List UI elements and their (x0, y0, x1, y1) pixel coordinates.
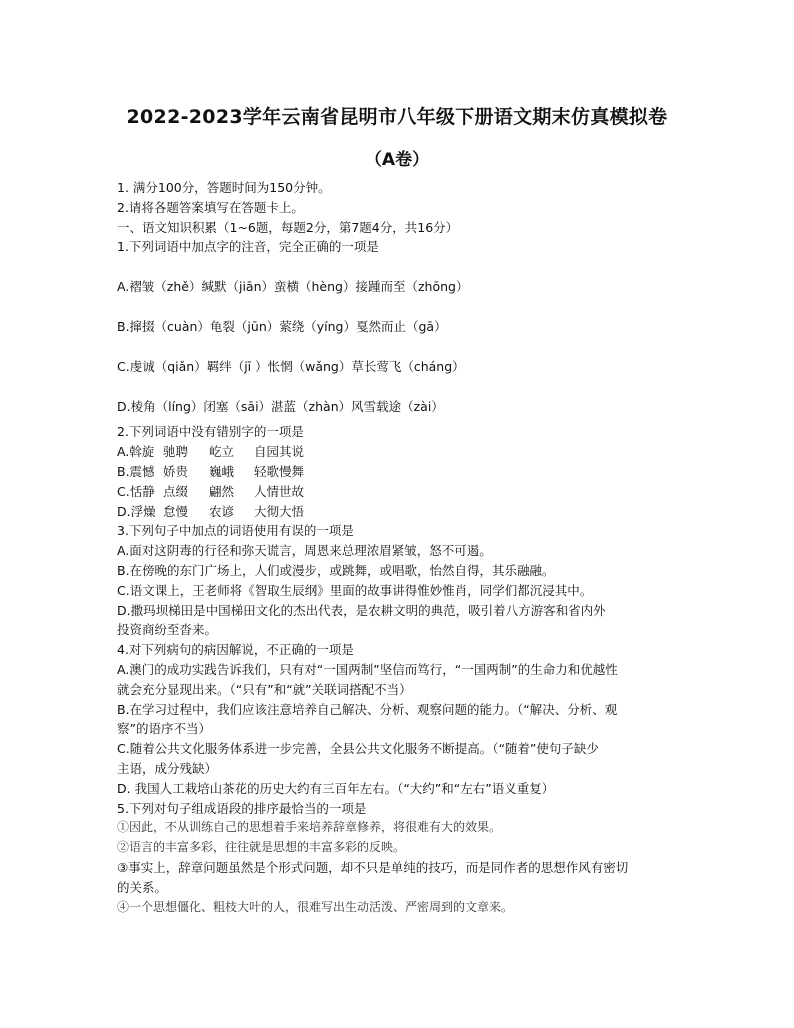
question-5-stem: 5.下列对句子组成语段的排序最恰当的一项是 (117, 800, 367, 816)
question-4-stem: 4.对下列病句的病因解说，不正确的一项是 (117, 642, 354, 658)
option-word: 巍峨 (209, 463, 235, 479)
question-4-option-a: A.澳门的成功实践告诉我们，只有对“一国两制”坚信而笃行，“一国两制”的生命力和优越性 (117, 661, 618, 677)
option-word: 大彻大悟 (254, 503, 305, 519)
question-4-option-c-cont: 主语，成分残缺） (117, 760, 218, 776)
question-5-item-3: ③事实上，辞章问题虽然是个形式问题，却不只是单纯的技巧，而是同作者的思想作风有密切 (117, 859, 629, 875)
option-word: 自园其说 (254, 444, 305, 460)
question-1-option-a: A.褶皱（zhě）缄默（jiān）蛮横（hèng）接踵而至（zhōng） (117, 279, 469, 295)
question-3-option-c: C.语文课上，王老师将《智取生辰纲》里面的故事讲得惟妙惟肖，同学们都沉浸其中。 (117, 582, 593, 598)
question-2-option-d (117, 502, 687, 522)
question-2-option-b (117, 462, 687, 482)
question-3-option-b: B.在傍晚的东门广场上，人们或漫步，或跳舞，或唱歌，怡然自得，其乐融融。 (117, 562, 555, 578)
question-5-item-4: ④一个思想僵化、粗枝大叶的人，很难写出生动活泼、严密周到的文章来。 (117, 899, 514, 914)
question-4-option-a-cont: 就会充分显现出来。（“只有”和“就”关联词搭配不当） (117, 681, 412, 697)
section-heading: 一、语文知识积累（1~6题，每题2分，第7题4分，共16分） (117, 219, 459, 235)
option-word: D.浮燥 (117, 503, 156, 519)
question-1-option-c: C.虔诚（qiǎn）羁绊（jī ）怅惘（wǎng）草长莺飞（cháng） (117, 358, 465, 374)
page-subtitle: （A卷） (364, 150, 430, 170)
option-word: 翩然 (209, 483, 235, 499)
option-word: 娇贵 (163, 463, 189, 479)
option-word: C.恬静 (117, 483, 155, 499)
question-5-item-3-cont: 的关系。 (117, 879, 168, 895)
question-5-item-1: ①因此，不从训练自己的思想着手来培养辞章修养，将很难有大的效果。 (117, 820, 502, 835)
question-1-option-b: B.撺掇（cuàn）龟裂（jūn）萦绕（yíng）戛然而止（gā） (117, 318, 447, 334)
question-2-stem: 2.下列词语中没有错别字的一项是 (117, 424, 304, 440)
question-3-stem: 3.下列句子中加点的词语使用有误的一项是 (117, 523, 354, 539)
question-4-option-b: B.在学习过程中，我们应该注意培养自己解决、分析、观察问题的能力。（“解决、分析、观 (117, 701, 618, 717)
page-title: 2022-2023学年云南省昆明市八年级下册语文期末仿真模拟卷 (126, 106, 668, 128)
question-2-option-a (117, 442, 687, 462)
question-4-option-b-cont: 察”的语序不当） (117, 721, 211, 737)
question-3-option-a: A.面对这阴毒的行径和弥天谎言，周恩来总理浓眉紧皱，怒不可遏。 (117, 543, 492, 559)
exam-content (117, 178, 687, 917)
option-word: 怠慢 (163, 503, 189, 519)
question-2-option-c (117, 482, 687, 502)
question-1-option-d: D.棱角（líng）闭塞（sāi）湛蓝（zhàn）风雪载途（zài） (117, 398, 444, 414)
option-word: B.震憾 (117, 463, 155, 479)
instruction-line: 1. 满分100分，答题时间为150分钟。 (117, 180, 331, 195)
option-word: 农谚 (209, 503, 235, 519)
question-4-option-d: D. 我国人工栽培山茶花的历史大约有三百年左右。（“大约”和“左右”语义重复） (117, 780, 555, 796)
question-1-stem: 1.下列词语中加点字的注音，完全正确的一项是 (117, 239, 379, 255)
option-word: A.斡旋 (117, 444, 155, 460)
instruction-line: 2.请将各题答案填写在答题卡上。 (117, 199, 304, 215)
question-3-option-d-cont: 投资商纷至沓来。 (117, 622, 218, 638)
question-4-option-c: C.随着公共文化服务体系进一步完善，全县公共文化服务不断提高。（“随着”使句子缺少 (117, 741, 599, 757)
question-5-item-2: ②语言的丰富多彩，往往就是思想的丰富多彩的反映。 (117, 840, 406, 855)
question-3-option-d: D.撒玛坝梯田是中国梯田文化的杰出代表，是农耕文明的典范，吸引着八方游客和省内外 (117, 602, 606, 618)
option-word: 人情世故 (254, 483, 305, 499)
option-word: 驰聘 (163, 444, 189, 460)
option-word: 屹立 (209, 444, 235, 460)
option-word: 轻歌慢舞 (254, 463, 305, 479)
option-word: 点缀 (163, 483, 189, 499)
